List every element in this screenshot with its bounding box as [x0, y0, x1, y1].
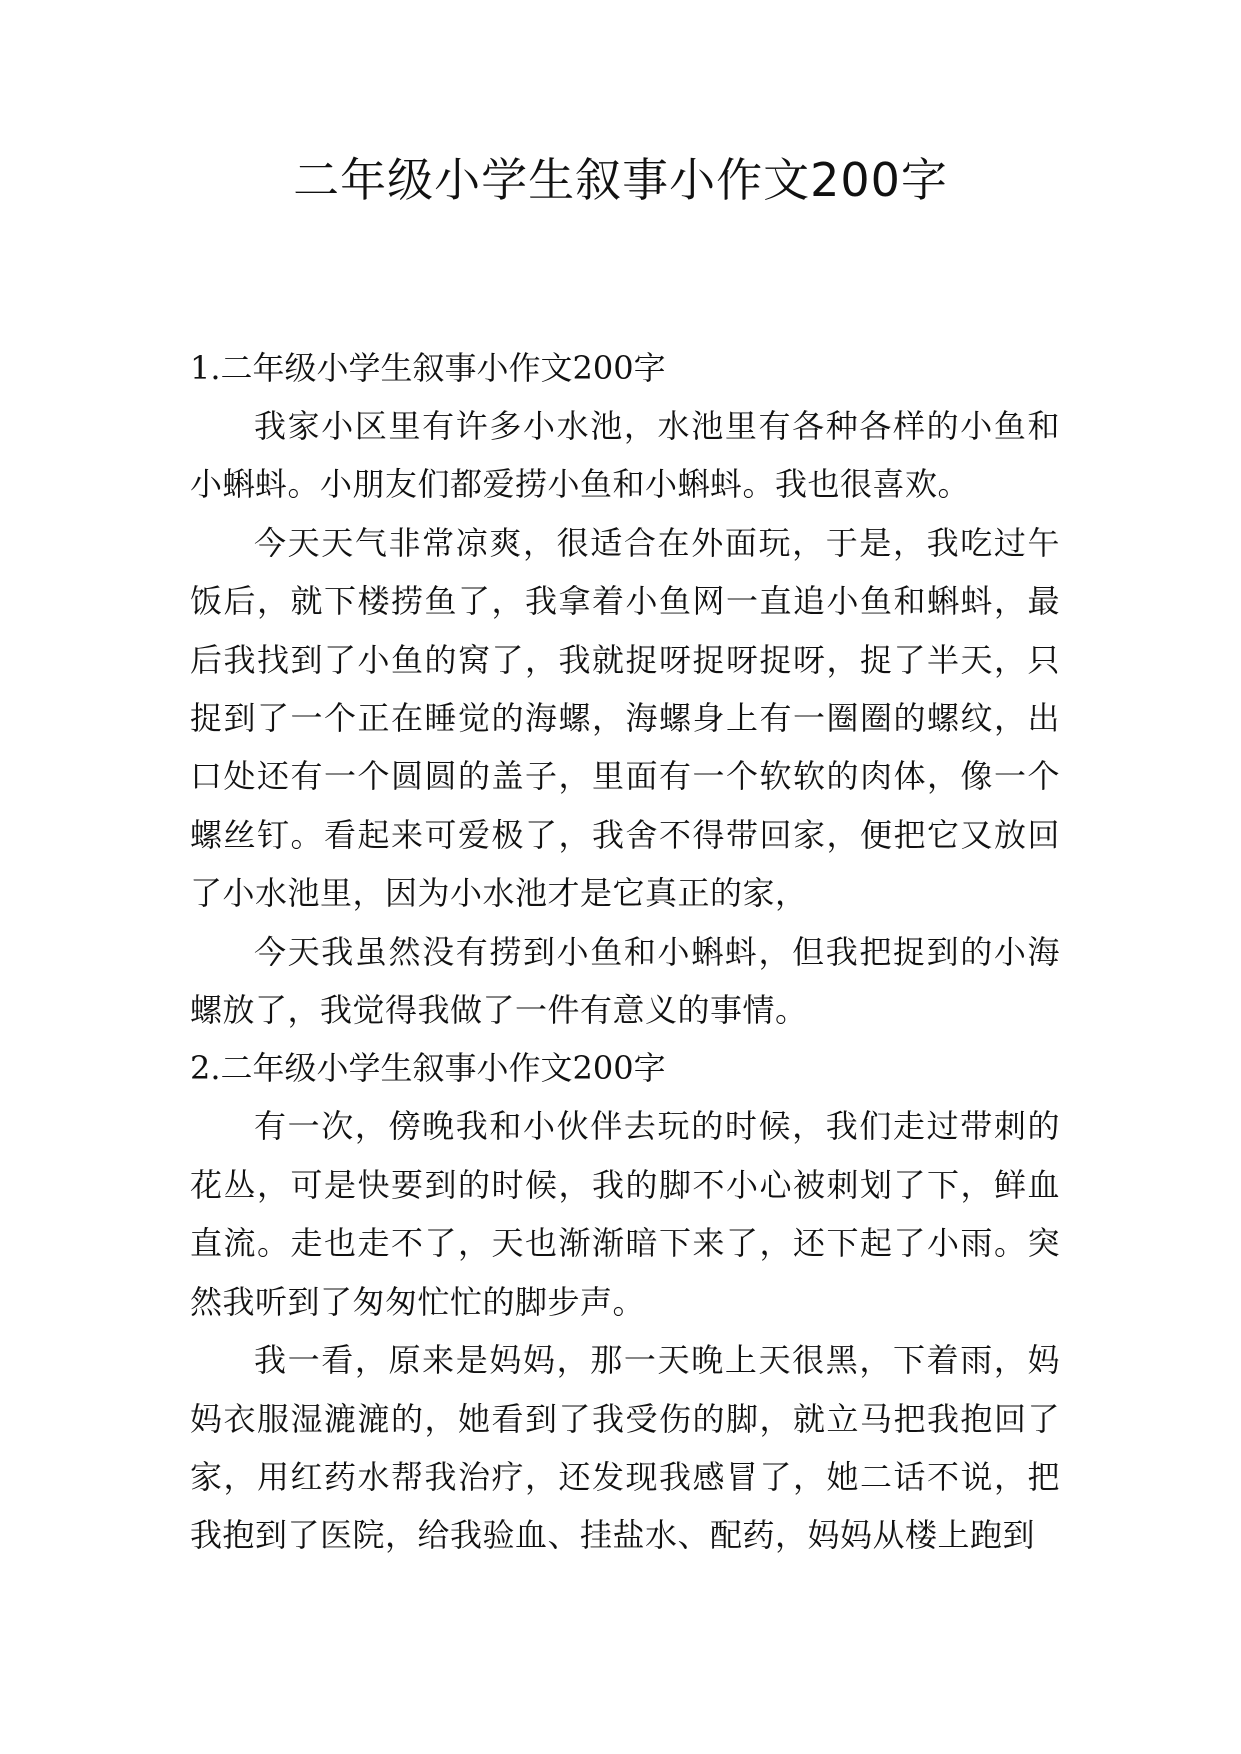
paragraph: 今天天气非常凉爽，很适合在外面玩，于是，我吃过午饭后，就下楼捞鱼了，我拿着小鱼网一直追小鱼和蝌蚪，最后我找到了小鱼的窝了，我就捉呀捉呀捉呀，捉了半天，只捉到了一个正在睡觉的海螺，海螺身上有一圈圈的螺纹，出口处还有一个圆圆的盖子，里面有一个软软的肉体，像一个螺丝钉。看起来可爱极了，我舍不得带回家，便把它又放回了小水池里，因为小水池才是它真正的家，	[190, 523, 1060, 913]
paragraph: 我家小区里有许多小水池，水池里有各种各样的小鱼和小蝌蚪。小朋友们都爱捞小鱼和小蝌蚪。我也很喜欢。	[190, 407, 1060, 504]
document-title: 二年级小学生叙事小作文200字	[293, 153, 948, 207]
section-heading: 1.二年级小学生叙事小作文200字	[190, 349, 666, 387]
paragraph: 有一次，傍晚我和小伙伴去玩的时候，我们走过带刺的花丛，可是快要到的时候，我的脚不小心被刺划了下，鲜血直流。走也走不了，天也渐渐暗下来了，还下起了小雨。突然我听到了匆匆忙忙的脚步声。	[190, 1107, 1060, 1321]
essay-section-1	[190, 339, 1060, 1039]
document-body	[190, 339, 1060, 1565]
paragraph: 今天我虽然没有捞到小鱼和小蝌蚪，但我把捉到的小海螺放了，我觉得我做了一件有意义的事情。	[190, 932, 1060, 1030]
section-heading: 2.二年级小学生叙事小作文200字	[190, 1049, 666, 1088]
paragraph: 我一看，原来是妈妈，那一天晚上天很黑，下着雨，妈妈衣服湿漉漉的，她看到了我受伤的脚，就立马把我抱回了家，用红药水帮我治疗，还发现我感冒了，她二话不说，把我抱到了医院，给我验血、挂盐水、配药，妈妈从楼上跑到	[190, 1341, 1060, 1555]
essay-section-2	[190, 1039, 1060, 1564]
